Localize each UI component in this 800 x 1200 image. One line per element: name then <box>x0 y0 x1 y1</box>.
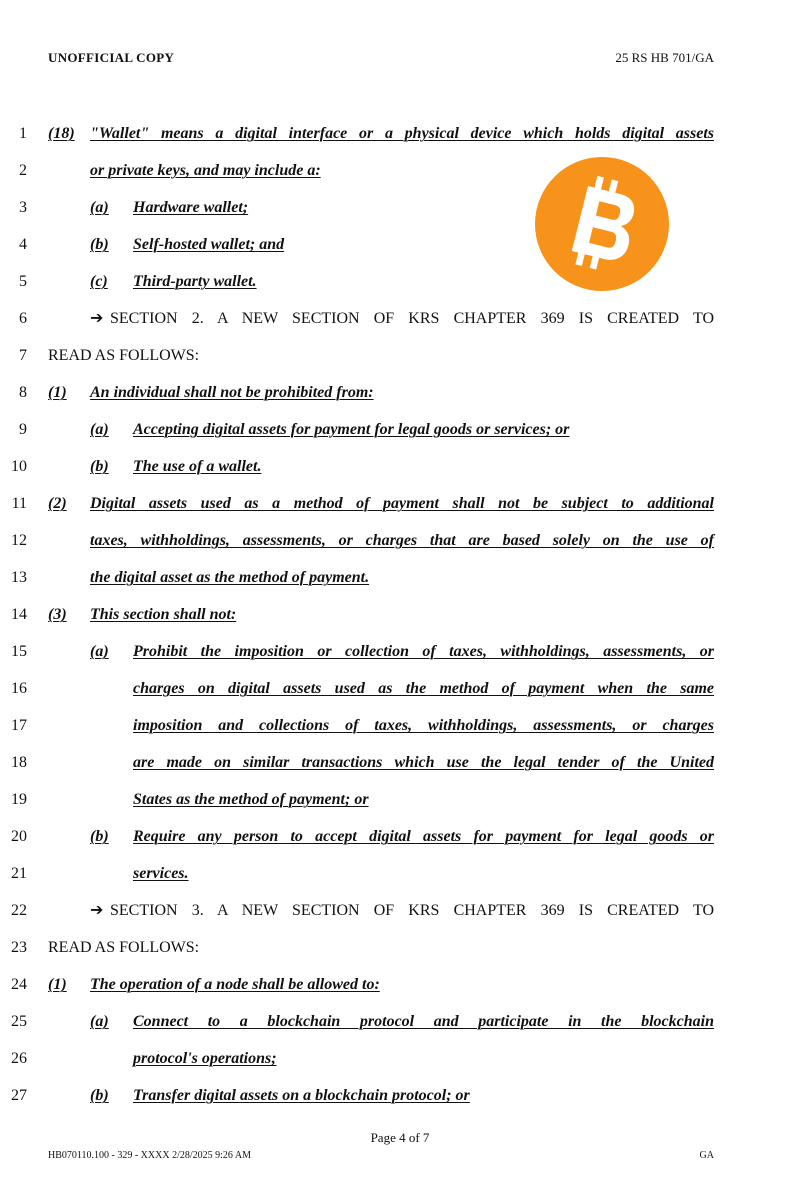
line-text: Connect to a blockchain protocol and participate in the blockchain <box>133 1013 714 1030</box>
arrow-right-icon: ➔ <box>90 310 104 327</box>
section-heading: SECTION 3. A NEW SECTION OF KRS CHAPTER 369 IS CREATED TO <box>110 902 714 919</box>
line-text: Digital assets used as a method of payment shall not be subject to additional <box>90 495 714 512</box>
line-number: 16 <box>11 680 27 697</box>
line-number: 4 <box>19 236 27 253</box>
document-line <box>0 492 800 522</box>
line-number: 9 <box>19 421 27 438</box>
document-line <box>0 122 800 152</box>
line-text: imposition and collections of taxes, withholdings, assessments, or charges <box>133 717 714 734</box>
line-number: 24 <box>11 976 27 993</box>
line-text: This section shall not: <box>90 606 237 623</box>
line-text: Hardware wallet; <box>133 199 249 216</box>
line-number: 18 <box>11 754 27 771</box>
paragraph-label: (b) <box>90 828 109 845</box>
line-number: 5 <box>19 273 27 290</box>
line-text: The use of a wallet. <box>133 458 262 475</box>
document-line <box>0 381 800 411</box>
arrow-right-icon: ➔ <box>90 902 104 919</box>
paragraph-label: (a) <box>90 643 109 660</box>
line-number: 19 <box>11 791 27 808</box>
line-number: 11 <box>11 495 27 512</box>
line-text: States as the method of payment; or <box>133 791 369 808</box>
paragraph-label: (c) <box>90 273 108 290</box>
document-line <box>0 788 800 818</box>
line-number: 15 <box>11 643 27 660</box>
line-number: 6 <box>19 310 27 327</box>
header-unofficial-copy: UNOFFICIAL COPY <box>48 50 175 65</box>
line-number: 7 <box>19 347 27 364</box>
line-text: are made on similar transactions which use the legal tender of the United <box>133 754 714 771</box>
line-number: 22 <box>11 902 27 919</box>
bitcoin-logo-icon <box>535 157 669 291</box>
section-heading: SECTION 2. A NEW SECTION OF KRS CHAPTER 369 IS CREATED TO <box>110 310 714 327</box>
line-number: 14 <box>11 606 27 623</box>
footer-suffix: GA <box>699 1150 714 1161</box>
footer-doc-id: HB070110.100 - 329 - XXXX 2/28/2025 9:26 AM <box>48 1150 251 1161</box>
paragraph-label: (b) <box>90 1087 109 1104</box>
line-text: taxes, withholdings, assessments, or charges that are based solely on the use of <box>90 532 714 549</box>
document-line <box>0 714 800 744</box>
paragraph-label: (b) <box>90 236 109 253</box>
line-number: 23 <box>11 939 27 956</box>
line-number: 2 <box>19 162 27 179</box>
document-line <box>0 455 800 485</box>
line-text: Require any person to accept digital assets for payment for legal goods or <box>133 828 714 845</box>
document-line <box>0 640 800 670</box>
line-number: 25 <box>11 1013 27 1030</box>
document-line <box>0 677 800 707</box>
line-number: 26 <box>11 1050 27 1067</box>
document-line <box>0 307 800 337</box>
line-number: 20 <box>11 828 27 845</box>
line-text: Third-party wallet. <box>133 273 257 290</box>
document-line <box>0 233 800 263</box>
line-text: or private keys, and may include a: <box>90 162 321 179</box>
document-line <box>0 603 800 633</box>
line-number: 13 <box>11 569 27 586</box>
document-line <box>0 418 800 448</box>
document-line <box>0 159 800 189</box>
section-heading-cont: READ AS FOLLOWS: <box>48 939 200 956</box>
document-line <box>0 751 800 781</box>
document-line <box>0 1047 800 1077</box>
line-text: Accepting digital assets for payment for legal goods or services; or <box>133 421 570 438</box>
line-text: protocol's operations; <box>133 1050 277 1067</box>
line-text: "Wallet" means a digital interface or a physical device which holds digital assets <box>90 125 714 142</box>
document-line <box>0 1084 800 1114</box>
line-text: Self-hosted wallet; and <box>133 236 285 253</box>
paragraph-label: (a) <box>90 199 109 216</box>
document-line <box>0 936 800 966</box>
line-number: 27 <box>11 1087 27 1104</box>
page-number: Page 4 of 7 <box>370 1130 430 1145</box>
document-line <box>0 973 800 1003</box>
line-number: 12 <box>11 532 27 549</box>
subsection-label: (3) <box>48 606 67 623</box>
document-line <box>0 825 800 855</box>
document-line <box>0 862 800 892</box>
line-number: 17 <box>11 717 27 734</box>
line-number: 8 <box>19 384 27 401</box>
line-text: An individual shall not be prohibited from: <box>90 384 374 401</box>
line-text: Transfer digital assets on a blockchain protocol; or <box>133 1087 470 1104</box>
paragraph-label: (a) <box>90 421 109 438</box>
line-number: 21 <box>11 865 27 882</box>
line-text: services. <box>133 865 189 882</box>
line-number: 1 <box>19 125 27 142</box>
line-number: 10 <box>11 458 27 475</box>
paragraph-label: (b) <box>90 458 109 475</box>
document-line <box>0 529 800 559</box>
paragraph-label: (a) <box>90 1013 109 1030</box>
section-heading-cont: READ AS FOLLOWS: <box>48 347 200 364</box>
line-text: charges on digital assets used as the method of payment when the same <box>133 680 714 697</box>
document-line <box>0 899 800 929</box>
subsection-label: (2) <box>48 495 67 512</box>
document-line <box>0 270 800 300</box>
line-text: Prohibit the imposition or collection of taxes, withholdings, assessments, or <box>133 643 714 660</box>
line-text: The operation of a node shall be allowed to: <box>90 976 380 993</box>
document-line <box>0 344 800 374</box>
line-number: 3 <box>19 199 27 216</box>
subsection-label: (1) <box>48 384 67 401</box>
subsection-label: (18) <box>48 125 75 142</box>
header-bill-number: 25 RS HB 701/GA <box>615 50 714 65</box>
line-text: the digital asset as the method of payment. <box>90 569 370 586</box>
document-line <box>0 566 800 596</box>
document-line <box>0 1010 800 1040</box>
document-line <box>0 196 800 226</box>
subsection-label: (1) <box>48 976 67 993</box>
